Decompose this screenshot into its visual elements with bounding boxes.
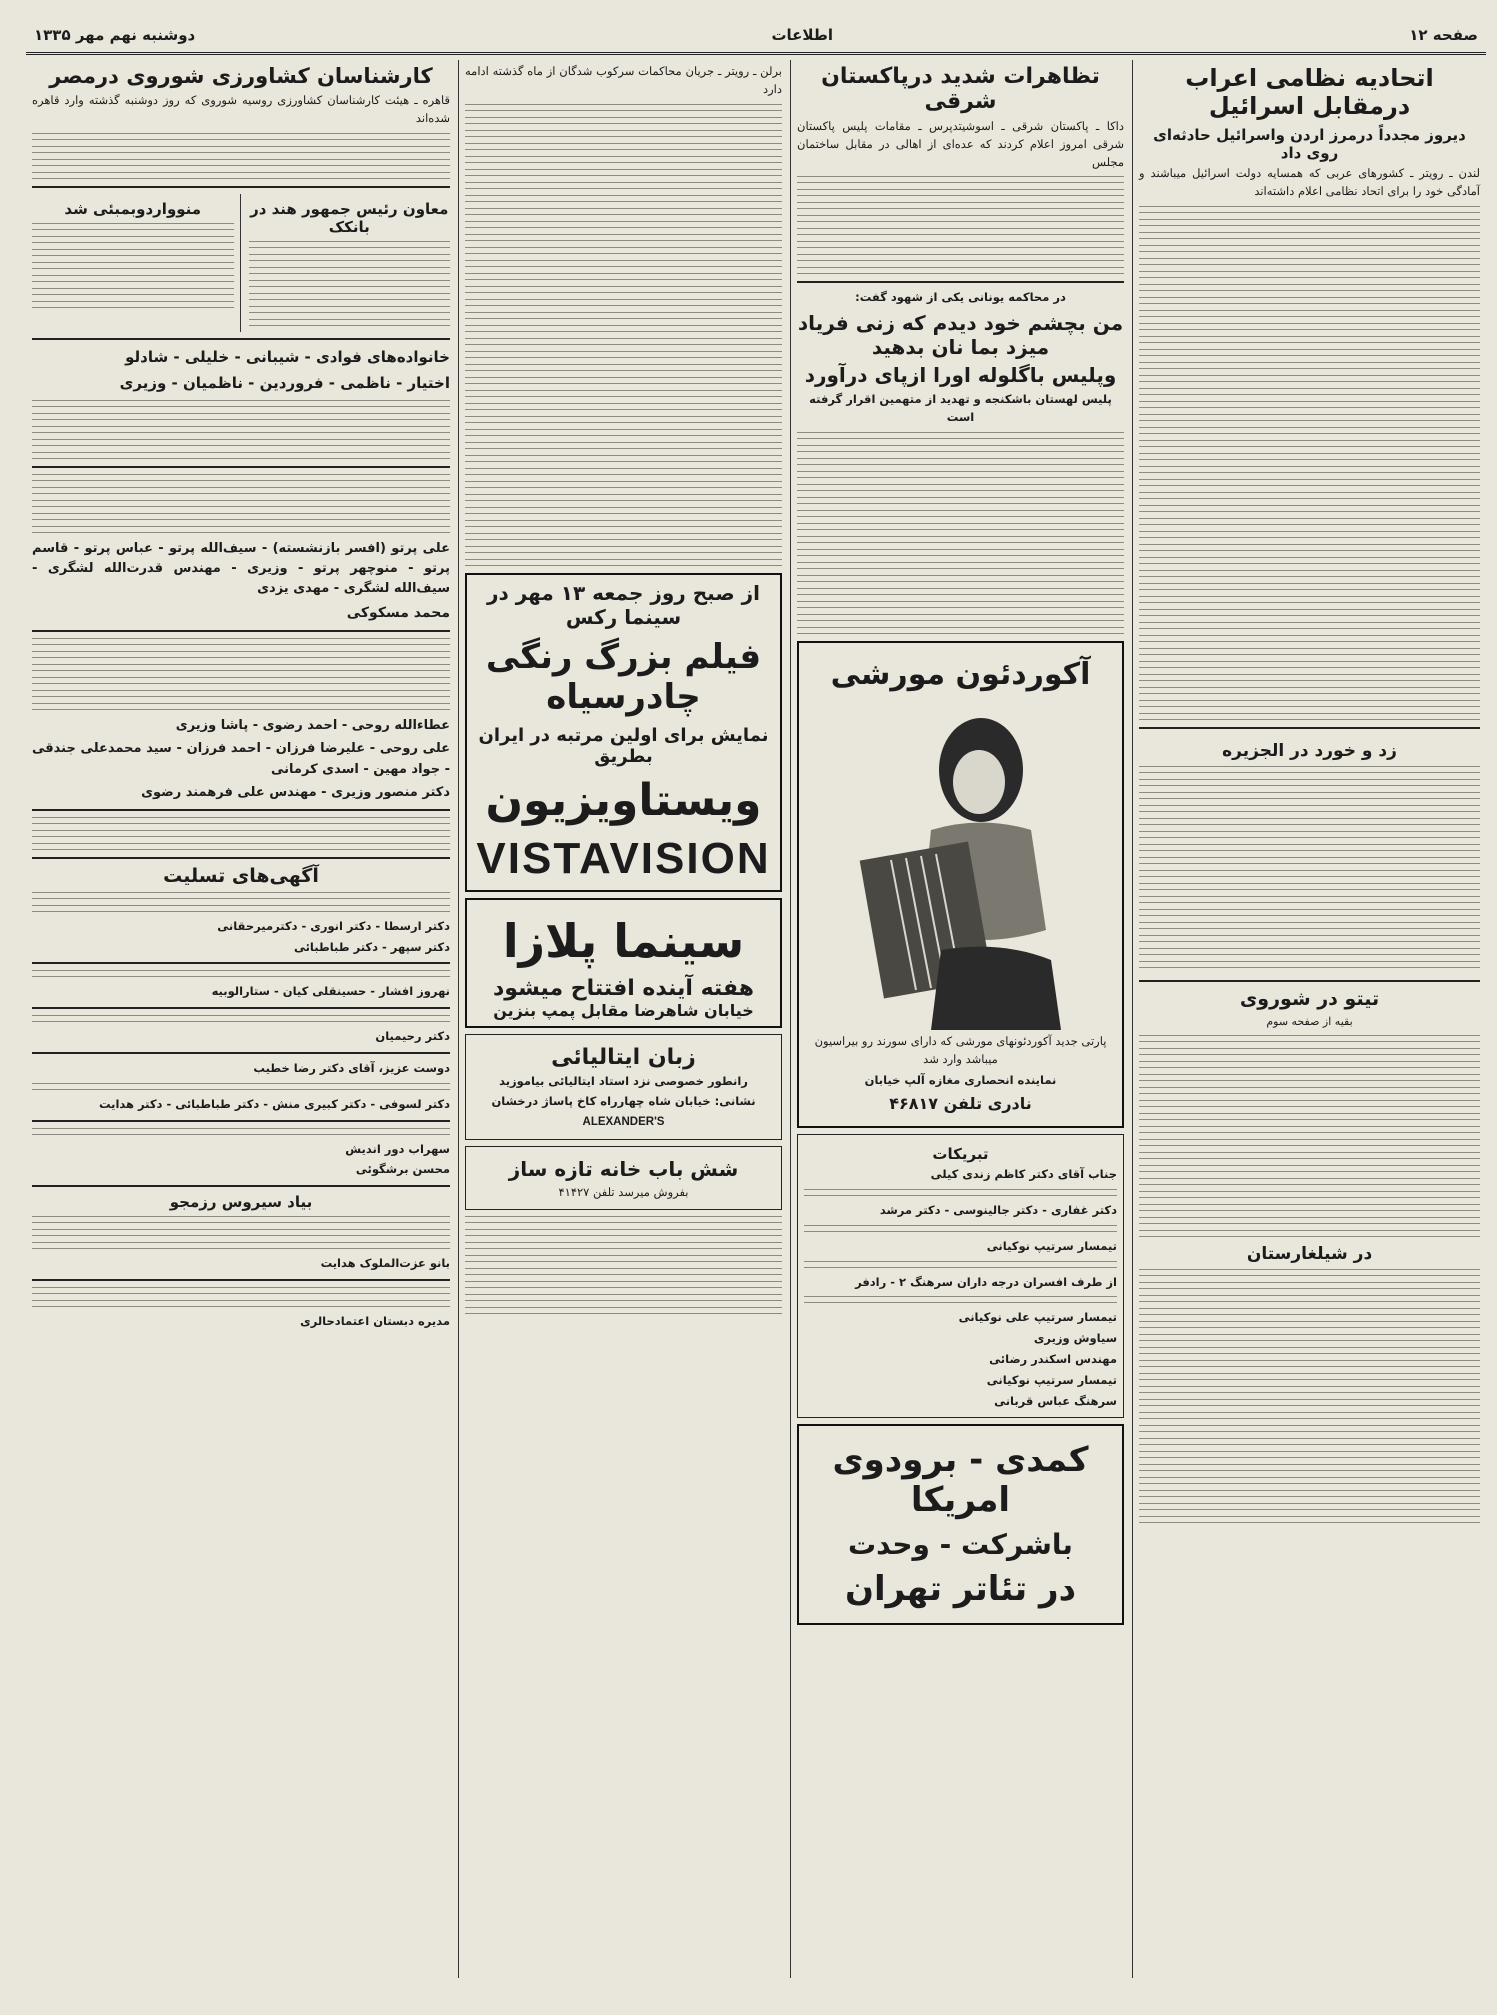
- column-4: [26, 60, 456, 1978]
- condolence-names: دوست عزیز، آقای دکتر رضا خطیب: [253, 1061, 450, 1076]
- congrats-item: تیمسار سرتیپ نوکیانی: [986, 1238, 1117, 1253]
- condolence-names: محسن برشگوئی: [355, 1162, 450, 1177]
- condolence-ads-title: آگهی‌های تسلیت: [163, 864, 319, 887]
- headline-pakistan: تظاهرات شدید درپاکستان شرقی: [821, 64, 1100, 114]
- trial-subheadline: پلیس لهستان باشکنجه و تهدید از متهمین اقرار گرفته است: [809, 392, 1112, 425]
- comedy-ad-line2: باشرکت - وحدت: [848, 1528, 1073, 1562]
- congrats-item: سرهنگ عباس قربانی: [994, 1393, 1117, 1408]
- section-bulgaria: در شیلغارستان: [1246, 1243, 1373, 1264]
- house-ad-title: شش باب خانه تازه ساز: [508, 1157, 739, 1182]
- headline-tito: تیتو در شوروی: [1239, 987, 1380, 1010]
- italian-ad-text: رانطور خصوصی نزد استاد ایتالیائی بیاموزید: [499, 1073, 748, 1088]
- italian-ad-title: زبان ایتالیائی: [551, 1044, 696, 1070]
- notice-rouhi-names: عطاءالله روحی - احمد رضوی - پاشا وزیری: [175, 718, 450, 734]
- menon-article: [32, 194, 241, 332]
- congratulations-section: [797, 1134, 1124, 1418]
- page-header: [26, 18, 1486, 55]
- notice-rouhi-names2: علی روحی - علیرضا فرزان - احمد فرزان - سید محمدعلی جندقی - جواد مهین - اسدی کرمانی: [32, 741, 450, 777]
- plaza-ad-title: سینما پلازا: [502, 913, 745, 968]
- condolence-names: دکتر لسوفی - دکتر کبیری منش - دکتر طباطبائی - دکتر هدایت: [98, 1096, 450, 1111]
- condolence-names: نهروز افشار - حسینقلی کیان - ستارالوبیه: [211, 984, 450, 999]
- headline-trial: من بچشم خود دیدم که زنی فریاد میزد بما نان بدهید: [797, 311, 1124, 360]
- notice-parto-names: علی پرتو (افسر بازنشسته) - سیف‌الله پرتو - عباس پرتو - قاسم پرتو - منوچهر پرتو - وزیری - مهندس قدرت‌الله لشگری - سیف‌الله لشگری - مهدی یزدی: [32, 541, 450, 597]
- congrats-item: سیاوش وزیری: [1033, 1331, 1117, 1346]
- italian-language-ad: [465, 1034, 782, 1140]
- continued-note: بقیه از صفحه سوم: [1266, 1014, 1353, 1028]
- article-soviet-experts: قاهره ـ هیئت کارشناسان کشاورزی روسیه شوروی که روز دوشنبه گذشته وارد قاهره شده‌اند: [32, 93, 450, 125]
- column-1: [1132, 60, 1486, 1978]
- comedy-ad-title: کمدی - برودوی امریکا: [832, 1440, 1089, 1521]
- congrats-item: مهندس اسکندر رضائی: [989, 1351, 1117, 1366]
- headline-trial-2: وپلیس باگلوله اورا ازپای درآورد: [804, 363, 1117, 388]
- congrats-item: تیمسار سرتیپ علی نوکیانی: [958, 1310, 1117, 1325]
- families-notice-names: اختیار - ناظمی - فروردین - ناظمیان - وزیری: [119, 373, 450, 392]
- headline-india-vp: معاون رئیس جمهور هند در بانکک: [250, 199, 449, 236]
- newspaper-name: اطلاعات: [771, 26, 834, 44]
- memorial-names: بانو عزت‌الملوک هدایت: [320, 1256, 450, 1271]
- vistavision-logo: VISTAVISION: [476, 833, 771, 883]
- article-arab-alliance: لندن ـ رویتر ـ کشورهای عربی که همسایه دولت اسرائیل میباشند و آمادگی خود را برای اتحاد نظامی اعلام داشته‌اند: [1139, 166, 1480, 198]
- italian-ad-address: نشانی: خیابان شاه چهارراه کاخ پاساژ درخشان: [491, 1094, 756, 1109]
- subheadline-border-incident: دیروز مجدداً درمرز اردن واسرائیل حادثه‌ای روی داد: [1153, 126, 1466, 162]
- memorial-title: بیاد سیروس رزمجو: [169, 1193, 313, 1212]
- column-3: [458, 60, 788, 1978]
- column-2: [790, 60, 1130, 1978]
- notice-parto-name2: محمد مسکوکی: [346, 604, 450, 621]
- accordion-ad: [797, 641, 1124, 1128]
- condolence-names: سهراب دور اندیش: [345, 1141, 450, 1156]
- cinema-ad-line1: از صبح روز جمعه ۱۳ مهر در سینما رکس: [487, 580, 760, 629]
- last-notice-names: مدیره دبستان اعتمادحالری: [300, 1314, 450, 1329]
- congrats-item: جناب آقای دکتر کاظم زندی کیلی: [930, 1167, 1117, 1182]
- headline-arab-alliance: اتحادیه نظامی اعراب درمقابل اسرائیل: [1185, 64, 1434, 120]
- plaza-ad-opening: هفته آینده افتتاح میشود: [493, 975, 754, 1001]
- cinema-ad-film-title: فیلم بزرگ رنگی چادرسیاه: [485, 636, 762, 717]
- condolence-names: دکتر رحیمیان: [375, 1029, 450, 1044]
- condolence-names: دکتر سپهر - دکتر طباطبائی: [293, 939, 450, 954]
- notice-rouhi-names3: دکتر منصور وزیری - مهندس علی فرهمند رضوی: [141, 784, 450, 800]
- article-berlin: برلن ـ رویتر ـ جریان محاکمات سرکوب شدگان از ماه گذشته ادامه دارد: [465, 64, 782, 96]
- algeria-clash-article: [1139, 735, 1480, 974]
- headline-algeria: زد و خورد در الجزیره: [1222, 740, 1397, 761]
- accordion-ad-title: آکوردئون مورشی: [830, 656, 1091, 692]
- cinema-ad-line3: نمایش برای اولین مرتبه در ایران بطریق: [478, 724, 769, 767]
- cinema-plaza-ad: [465, 898, 782, 1028]
- vistavision-cinema-ad: [465, 573, 782, 892]
- woman-with-accordion-illustration: [831, 700, 1091, 1030]
- accordion-ad-text: پارتی جدید آکوردئونهای مورشی که دارای سورند رو بیراسیون میباشد وارد شد: [814, 1033, 1107, 1066]
- congrats-item: تیمسار سرتیپ نوکیانی: [986, 1372, 1117, 1387]
- issue-date: دوشنبه نهم مهر ۱۳۳۵: [34, 26, 196, 44]
- india-vp-article: [249, 194, 451, 332]
- congrats-item: دکتر غفاری - دکتر جالینوسی - دکتر مرشد: [879, 1202, 1117, 1217]
- plaza-ad-address: خیابان شاهرضا مقابل پمپ بنزین: [493, 1000, 754, 1020]
- article-pakistan: داکا ـ پاکستان شرقی ـ اسوشیتدپرس ـ مقامات پلیس پاکستان شرقی امروز اعلام کردند که عده‌ای از اهالی در مقابل ساختمان مجلس: [797, 119, 1124, 169]
- house-sale-ad: [465, 1146, 782, 1210]
- congrats-item: از طرف افسران درجه داران سرهنگ ۲ - رادفر: [855, 1274, 1117, 1289]
- accordion-ad-phone: نادری تلفن ۴۶۸۱۷: [889, 1094, 1032, 1114]
- headline-menon: منوواردوبمبئی شد: [64, 199, 202, 218]
- headline-soviet-experts: کارشناسان کشاورزی شوروی درمصر: [49, 64, 433, 88]
- comedy-ad-line3: در تئاتر تهران: [844, 1569, 1077, 1610]
- italian-ad-latin: ALEXANDER'S: [582, 1116, 665, 1129]
- house-ad-text: بفروش میرسد تلفن ۴۱۴۲۷: [558, 1185, 689, 1200]
- page-number: صفحه ۱۲: [1409, 26, 1478, 44]
- trial-kicker: در محاکمه یونانی یکی از شهود گفت:: [855, 290, 1066, 305]
- cinema-ad-vistavision-persian: ویستاویزیون: [485, 774, 762, 826]
- condolence-names: دکتر ارسطا - دکتر انوری - دکترمیرحقانی: [217, 918, 450, 933]
- congratulations-title: تبریکات: [932, 1145, 989, 1164]
- families-notice-title: خانواده‌های فوادی - شیبانی - خلیلی - شادلو: [125, 347, 450, 366]
- newspaper-page: [26, 18, 1486, 1978]
- comedy-ad: [797, 1424, 1124, 1625]
- accordion-ad-dealer: نماینده انحصاری مغازه آلپ خیابان: [864, 1072, 1057, 1087]
